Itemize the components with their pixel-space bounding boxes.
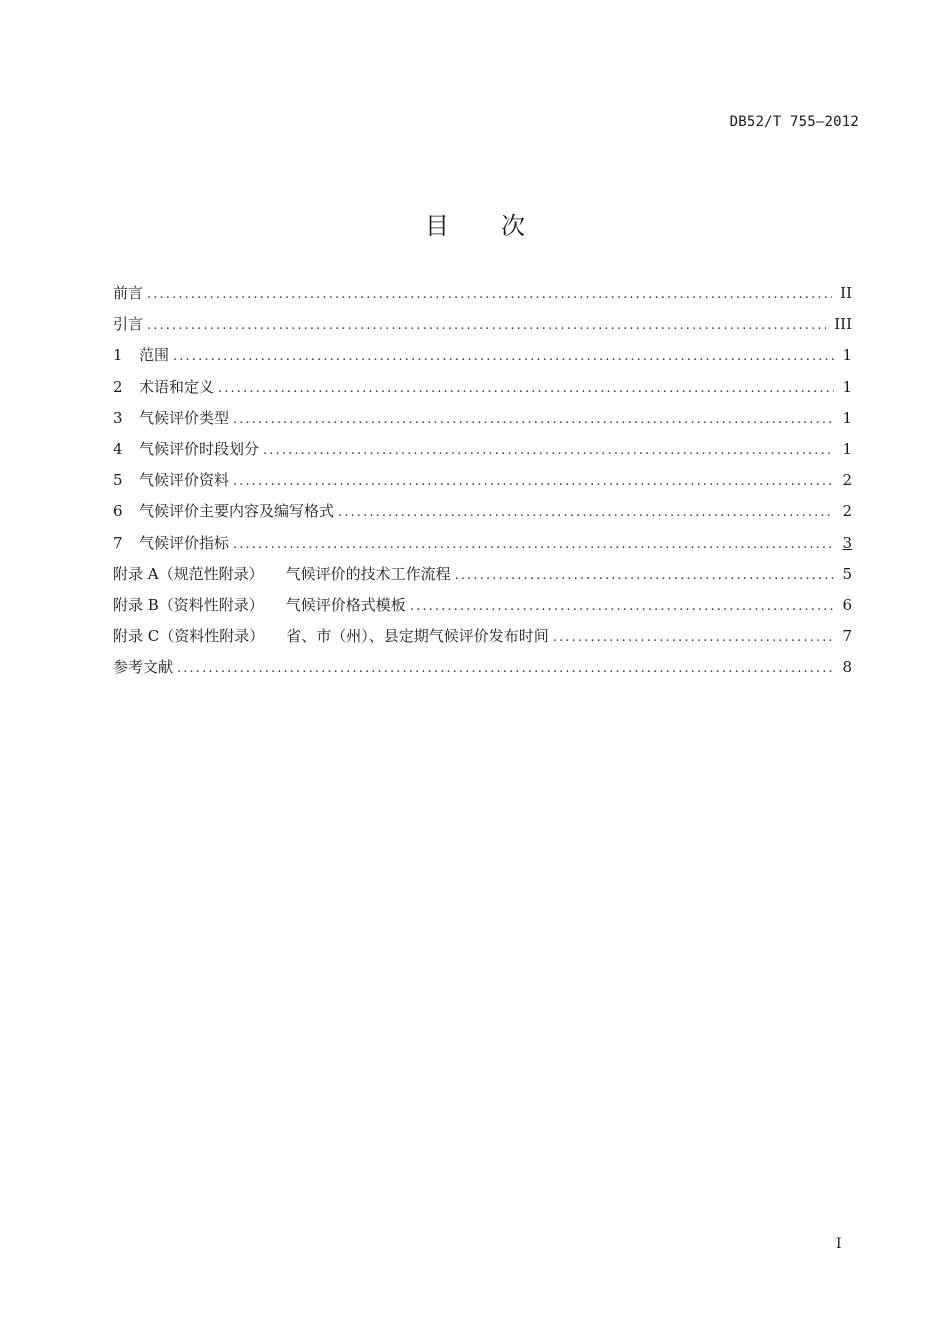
toc-leader-dots: [218, 381, 834, 396]
toc-page-number: 1: [842, 377, 852, 396]
toc-entry-preface[interactable]: [113, 282, 852, 313]
toc-entry-label: 参考文献: [113, 658, 174, 677]
toc-entry-appendix-a[interactable]: [113, 563, 852, 594]
toc-entry-label: 4 气候评价时段划分: [113, 439, 260, 458]
toc-page-number: III: [834, 315, 852, 334]
toc-entry-subtitle: 省、市（州）、县定期气候评价发布时间: [286, 627, 549, 646]
toc-entry-number: 5: [113, 471, 123, 490]
toc-entry-periods[interactable]: [113, 438, 852, 469]
toc-page-number: 2: [842, 502, 852, 521]
toc-leader-dots: [233, 537, 834, 552]
toc-entry-scope[interactable]: [113, 344, 852, 375]
toc-page-number: 8: [842, 658, 852, 677]
toc-leader-dots: [455, 568, 834, 583]
toc-entry-types[interactable]: [113, 407, 852, 438]
toc-entry-indicators[interactable]: [113, 532, 852, 563]
toc-page-number: 1: [842, 439, 852, 458]
table-of-contents: [113, 282, 852, 687]
toc-leader-dots: [263, 443, 834, 458]
toc-page-number: 6: [842, 595, 852, 614]
toc-leader-dots: [147, 318, 826, 333]
title-part-1: 目: [425, 212, 449, 240]
toc-entry-number: 3: [113, 408, 123, 427]
toc-entry-label: 6 气候评价主要内容及编写格式: [113, 502, 335, 521]
toc-page-number: 1: [842, 408, 852, 427]
toc-page-number: 3: [842, 533, 852, 552]
toc-entry-number: 6: [113, 502, 123, 521]
toc-entry-number: 7: [113, 533, 123, 552]
toc-entry-label: 2 术语和定义: [113, 377, 215, 396]
toc-page-number: 2: [842, 471, 852, 490]
document-code: DB52/T 755—2012: [729, 114, 859, 130]
toc-entry-label: 1 范围: [113, 346, 170, 365]
toc-entry-label: 7 气候评价指标: [113, 533, 230, 552]
toc-leader-dots: [410, 599, 834, 614]
toc-page-number: 5: [842, 564, 852, 583]
toc-leader-dots: [177, 661, 834, 676]
toc-leader-dots: [338, 505, 834, 520]
page-title: [0, 206, 950, 241]
toc-entry-subtitle: 气候评价格式模板: [285, 595, 406, 614]
toc-entry-label: 前言: [113, 284, 144, 302]
toc-entry-label: 附录 A（规范性附录） 气候评价的技术工作流程: [113, 564, 451, 583]
toc-entry-appendix-c[interactable]: [113, 625, 852, 656]
toc-leader-dots: [233, 412, 834, 427]
toc-entry-introduction[interactable]: [113, 313, 852, 344]
toc-entry-label: 引言: [113, 315, 144, 334]
toc-page-number: II: [840, 284, 852, 302]
toc-entry-number: 2: [113, 377, 123, 396]
toc-entry-label: 5 气候评价资料: [113, 471, 230, 490]
toc-leader-dots: [147, 287, 832, 302]
toc-entry-data[interactable]: [113, 469, 852, 500]
toc-entry-number: 1: [113, 346, 123, 365]
toc-entry-number: 4: [113, 439, 123, 458]
toc-leader-dots: [553, 630, 834, 645]
toc-entry-content-format[interactable]: [113, 500, 852, 531]
toc-leader-dots: [173, 349, 834, 364]
toc-page-number: 7: [842, 627, 852, 646]
page-number: I: [836, 1236, 842, 1252]
toc-entry-appendix-b[interactable]: [113, 594, 852, 625]
toc-entry-subtitle: 气候评价的技术工作流程: [285, 564, 451, 583]
toc-entry-label: 附录 B（资料性附录） 气候评价格式模板: [113, 595, 406, 614]
toc-entry-label: 附录 C（资料性附录） 省、市（州）、县定期气候评价发布时间: [113, 627, 549, 646]
title-part-2: 次: [501, 212, 525, 240]
toc-entry-terms[interactable]: [113, 376, 852, 407]
toc-leader-dots: [233, 474, 834, 489]
toc-entry-references[interactable]: [113, 656, 852, 687]
toc-entry-label: 3 气候评价类型: [113, 408, 230, 427]
toc-page-number: 1: [842, 346, 852, 365]
